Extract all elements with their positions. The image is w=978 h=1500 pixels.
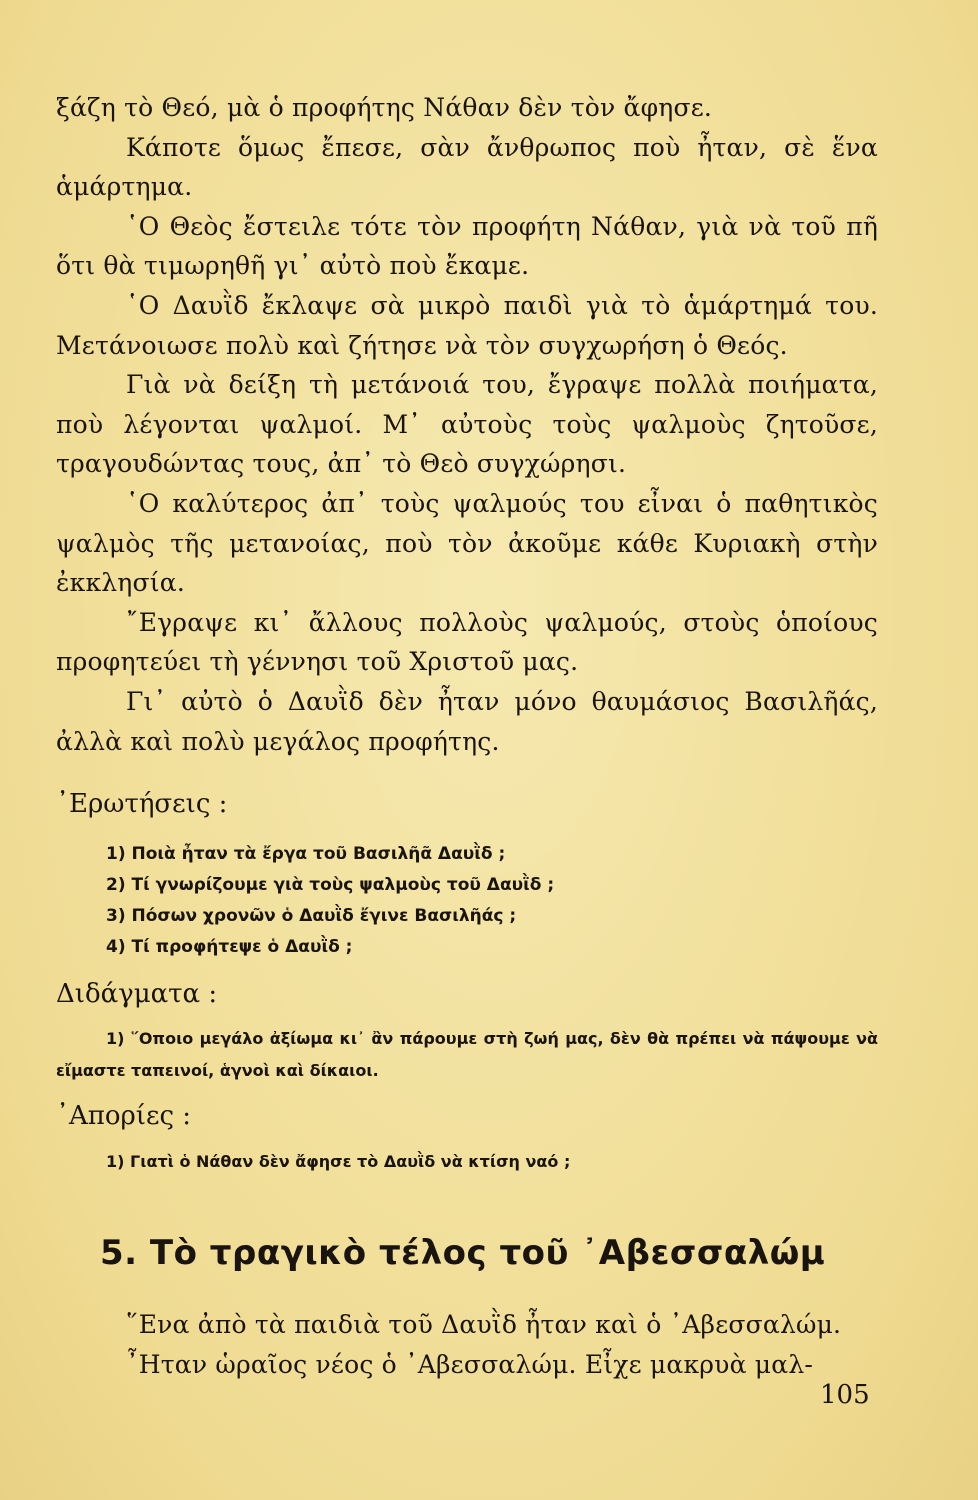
questions-label: ᾿Ερωτήσεις : bbox=[56, 789, 228, 820]
lesson-item: 1) ῞Οποιο μεγάλο ἀξίωμα κι᾽ ἂν πάρουμε στὴ ζωή μας, δὲν θὰ πρέπει νὰ πάψουμε νὰ εἴμαστε ταπεινοί, ἁγνοὶ καὶ δίκαιοι. bbox=[56, 1029, 878, 1081]
body-paragraph: Κάποτε ὅμως ἔπεσε, σὰν ἄνθρωπος ποὺ ἦταν, σὲ ἕνα ἁμάρτημα. bbox=[56, 132, 878, 202]
doubt-item: 1) Γιατὶ ὁ Νάθαν δὲν ἄφησε τὸ Δαυῒδ νὰ κτίση ναό ; bbox=[106, 1152, 571, 1172]
question-item: 4) Τί προφήτεψε ὁ Δαυῒδ ; bbox=[106, 937, 353, 958]
body-paragraph: Γιὰ νὰ δείξη τὴ μετάνοιά του, ἔγραψε πολλὰ ποιήματα, ποὺ λέγονται ψαλμοί. Μ᾽ αὐτοὺς τοὺς ψαλμοὺς ζητοῦσε, τραγουδώντας τους, ἀπ᾽ τὸ Θεὸ συγχώρησι. bbox=[56, 370, 878, 479]
lessons-label: Διδάγματα : bbox=[56, 979, 218, 1010]
body-text bbox=[56, 88, 878, 761]
body-paragraph: ῎Εγραψε κι᾽ ἄλλους πολλοὺς ψαλμούς, στοὺς ὁποίους προφητεύει τὴ γέννησι τοῦ Χριστοῦ μας. bbox=[56, 607, 878, 677]
chapter-heading: 5. Τὸ τραγικὸ τέλος τοῦ ᾿Αβεσσαλώμ bbox=[100, 1233, 826, 1274]
body-paragraph: ῾Ο καλύτερος ἀπ᾽ τοὺς ψαλμούς του εἶναι ὁ παθητικὸς ψαλμὸς τῆς μετανοίας, ποὺ τὸν ἀκοῦμε κάθε Κυριακὴ στὴν ἐκκλησία. bbox=[56, 488, 878, 598]
body-paragraph: ῾Ο Θεὸς ἔστειλε τότε τὸν προφήτη Νάθαν, γιὰ νὰ τοῦ πῆ ὅτι θὰ τιμωρηθῆ γι᾽ αὐτὸ ποὺ ἔκαμε. bbox=[56, 211, 878, 281]
body-paragraph: ῾Ο Δαυῒδ ἔκλαψε σὰ μικρὸ παιδὶ γιὰ τὸ ἁμάρτημά του. Μετάνοιωσε πολὺ καὶ ζήτησε νὰ τὸν συγχωρήση ὁ Θεός. bbox=[56, 290, 878, 360]
doubts-label: ᾿Απορίες : bbox=[56, 1101, 192, 1132]
body-paragraph: ξάζη τὸ Θεό, μὰ ὁ προφήτης Νάθαν δὲν τὸν ἄφησε. bbox=[56, 93, 713, 122]
question-item: 1) Ποιὰ ἦταν τὰ ἔργα τοῦ Βασιλῆᾶ Δαυῒδ ; bbox=[106, 844, 506, 865]
chapter-text bbox=[56, 1305, 878, 1384]
doubts-section bbox=[56, 1101, 878, 1177]
body-paragraph: ῏Ηταν ὡραῖος νέος ὁ ᾿Αβεσσαλώμ. Εἶχε μακρυὰ μαλ- bbox=[126, 1349, 814, 1379]
body-paragraph: ῞Ενα ἀπὸ τὰ παιδιὰ τοῦ Δαυῒδ ἦταν καὶ ὁ ᾿Αβεσσαλώμ. bbox=[126, 1310, 842, 1340]
question-item: 3) Πόσων χρονῶν ὁ Δαυῒδ ἔγινε Βασιλῆάς ; bbox=[106, 906, 517, 927]
questions-section bbox=[56, 789, 878, 963]
lessons-section bbox=[56, 979, 878, 1087]
page-number: 105 bbox=[820, 1380, 870, 1410]
question-item: 2) Τί γνωρίζουμε γιὰ τοὺς ψαλμοὺς τοῦ Δαυῒδ ; bbox=[106, 875, 555, 896]
questions-list bbox=[106, 839, 878, 963]
body-paragraph: Γι᾽ αὐτὸ ὁ Δαυῒδ δὲν ἦταν μόνο θαυμάσιος Βασιλῆάς, ἀλλὰ καὶ πολὺ μεγάλος προφήτης. bbox=[56, 686, 878, 756]
